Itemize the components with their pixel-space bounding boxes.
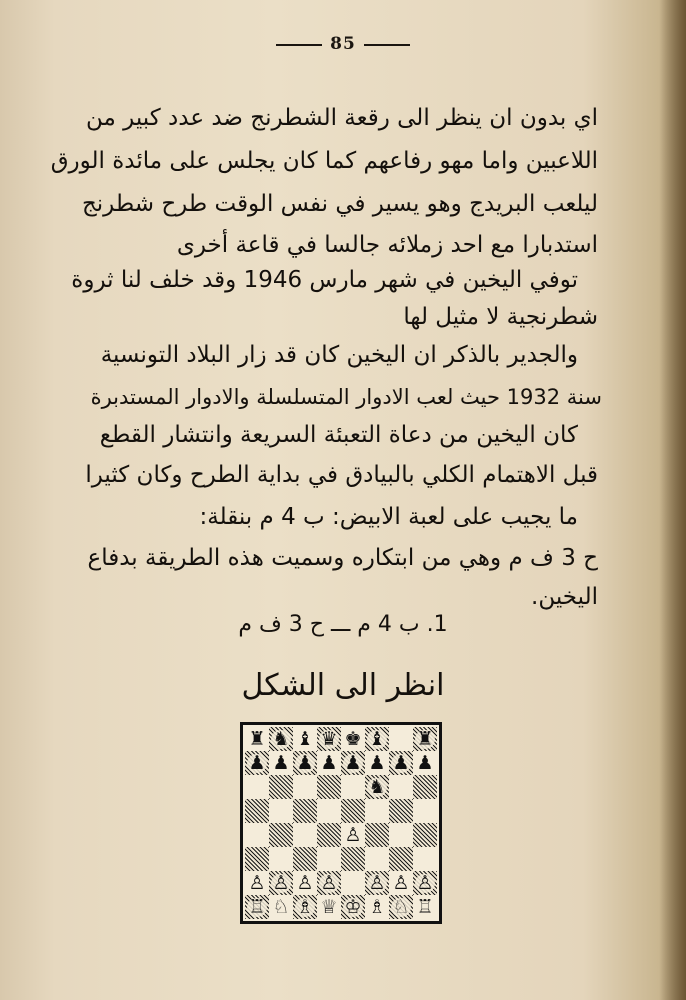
board-square-a8 [245, 727, 269, 751]
board-square-b6 [269, 775, 293, 799]
chess-piece: ♙ [296, 871, 314, 894]
board-square-e1 [341, 895, 365, 919]
chess-piece: ♙ [272, 871, 290, 894]
board-square-a7 [245, 751, 269, 775]
board-square-f3 [365, 847, 389, 871]
board-square-h2 [413, 871, 437, 895]
chess-piece: ♗ [368, 895, 386, 918]
chess-piece: ♗ [296, 895, 314, 918]
board-square-b5 [269, 799, 293, 823]
board-square-e6 [341, 775, 365, 799]
board-square-d4 [317, 823, 341, 847]
chess-piece: ♝ [368, 727, 386, 750]
board-square-a1 [245, 895, 269, 919]
chess-piece: ♘ [272, 895, 290, 918]
board-square-c2 [293, 871, 317, 895]
page-number-rule-right [364, 44, 410, 46]
board-square-h6 [413, 775, 437, 799]
board-square-h8 [413, 727, 437, 751]
board-square-e8 [341, 727, 365, 751]
page-edge-shadow [660, 0, 686, 1000]
board-square-a5 [245, 799, 269, 823]
board-square-f5 [365, 799, 389, 823]
chess-piece: ♙ [368, 871, 386, 894]
body-line-2: اللاعبين واما مهو رفاعهم كما كان يجلس على مائدة الورق [50, 148, 598, 174]
board-square-d8 [317, 727, 341, 751]
body-line-6: شطرنجية لا مثيل لها [403, 304, 598, 330]
board-square-g8 [389, 727, 413, 751]
board-square-h3 [413, 847, 437, 871]
body-line-7: والجدير بالذكر ان اليخين كان قد زار البلاد التونسية [100, 342, 578, 368]
body-line-9: كان اليخين من دعاة التعبئة السريعة وانتشار القطع [99, 422, 578, 448]
board-square-g5 [389, 799, 413, 823]
board-square-b8 [269, 727, 293, 751]
board-square-f8 [365, 727, 389, 751]
board-square-e5 [341, 799, 365, 823]
board-square-h1 [413, 895, 437, 919]
chess-piece: ♜ [248, 727, 266, 750]
chess-board [245, 727, 437, 919]
board-square-g2 [389, 871, 413, 895]
chess-piece: ♟ [320, 751, 338, 774]
chess-piece: ♕ [320, 895, 338, 918]
board-square-b3 [269, 847, 293, 871]
board-square-d3 [317, 847, 341, 871]
board-square-g7 [389, 751, 413, 775]
board-square-d5 [317, 799, 341, 823]
board-square-f4 [365, 823, 389, 847]
board-square-h5 [413, 799, 437, 823]
chess-piece: ♖ [416, 895, 434, 918]
body-line-3: ليلعب البريدج وهو يسير في نفس الوقت طرح شطرنج [81, 191, 598, 217]
chess-piece: ♙ [344, 823, 362, 846]
chess-piece: ♔ [344, 895, 362, 918]
chess-piece: ♞ [368, 775, 386, 798]
page-number [0, 34, 686, 54]
chess-piece: ♚ [344, 727, 362, 750]
board-square-c8 [293, 727, 317, 751]
body-line-13: اليخين. [531, 584, 598, 610]
board-square-b4 [269, 823, 293, 847]
board-square-g3 [389, 847, 413, 871]
board-square-a4 [245, 823, 269, 847]
board-square-a3 [245, 847, 269, 871]
board-square-d7 [317, 751, 341, 775]
board-square-d1 [317, 895, 341, 919]
chess-piece: ♞ [272, 727, 290, 750]
board-square-c1 [293, 895, 317, 919]
board-square-e7 [341, 751, 365, 775]
body-line-1: اي بدون ان ينظر الى رقعة الشطرنج ضد عدد كبير من [86, 105, 598, 131]
board-square-c3 [293, 847, 317, 871]
board-square-d6 [317, 775, 341, 799]
board-square-e4 [341, 823, 365, 847]
board-square-f7 [365, 751, 389, 775]
board-square-f1 [365, 895, 389, 919]
board-square-b7 [269, 751, 293, 775]
body-line-4: استدبارا مع احد زملائه جالسا في قاعة أخرى [176, 232, 598, 258]
board-square-g1 [389, 895, 413, 919]
chess-piece: ♟ [272, 751, 290, 774]
chess-piece: ♛ [320, 727, 338, 750]
board-square-e2 [341, 871, 365, 895]
board-square-e3 [341, 847, 365, 871]
body-line-11: ما يجيب على لعبة الابيض: ب 4 م بنقلة: [199, 504, 578, 530]
chess-piece: ♟ [416, 751, 434, 774]
board-square-h4 [413, 823, 437, 847]
chess-piece: ♙ [248, 871, 266, 894]
body-line-5: توفي اليخين في شهر مارس 1946 وقد خلف لنا ثروة [71, 267, 578, 293]
board-square-c7 [293, 751, 317, 775]
board-square-g4 [389, 823, 413, 847]
figure-caption: انظر الى الشكل [241, 668, 445, 703]
chess-piece: ♙ [416, 871, 434, 894]
chess-piece: ♜ [416, 727, 434, 750]
board-square-f6 [365, 775, 389, 799]
board-square-c4 [293, 823, 317, 847]
chess-piece: ♖ [248, 895, 266, 918]
board-square-c6 [293, 775, 317, 799]
chess-piece: ♝ [296, 727, 314, 750]
chess-piece: ♟ [368, 751, 386, 774]
board-square-h7 [413, 751, 437, 775]
board-square-a6 [245, 775, 269, 799]
board-square-b2 [269, 871, 293, 895]
page-number-text: 85 [330, 34, 356, 54]
chess-piece: ♟ [296, 751, 314, 774]
chess-piece: ♘ [392, 895, 410, 918]
chess-piece: ♙ [392, 871, 410, 894]
board-square-d2 [317, 871, 341, 895]
board-square-b1 [269, 895, 293, 919]
board-square-a2 [245, 871, 269, 895]
chess-diagram [240, 722, 442, 924]
chess-piece: ♟ [392, 751, 410, 774]
page-number-rule-left [276, 44, 322, 46]
board-square-g6 [389, 775, 413, 799]
chess-piece: ♙ [320, 871, 338, 894]
body-line-12: ح 3 ف م وهي من ابتكاره وسميت هذه الطريقة بدفاع [87, 545, 598, 571]
body-line-8: سنة 1932 حيث لعب الادوار المتسلسلة والادوار المستدبرة [90, 385, 602, 409]
move-notation: 1. ب 4 م ـــ ح 3 ف م [238, 612, 448, 637]
body-line-10: قبل الاهتمام الكلي بالبيادق في بداية الطرح وكان كثيرا [85, 462, 598, 488]
board-square-c5 [293, 799, 317, 823]
chess-piece: ♟ [248, 751, 266, 774]
board-square-f2 [365, 871, 389, 895]
chess-piece: ♟ [344, 751, 362, 774]
